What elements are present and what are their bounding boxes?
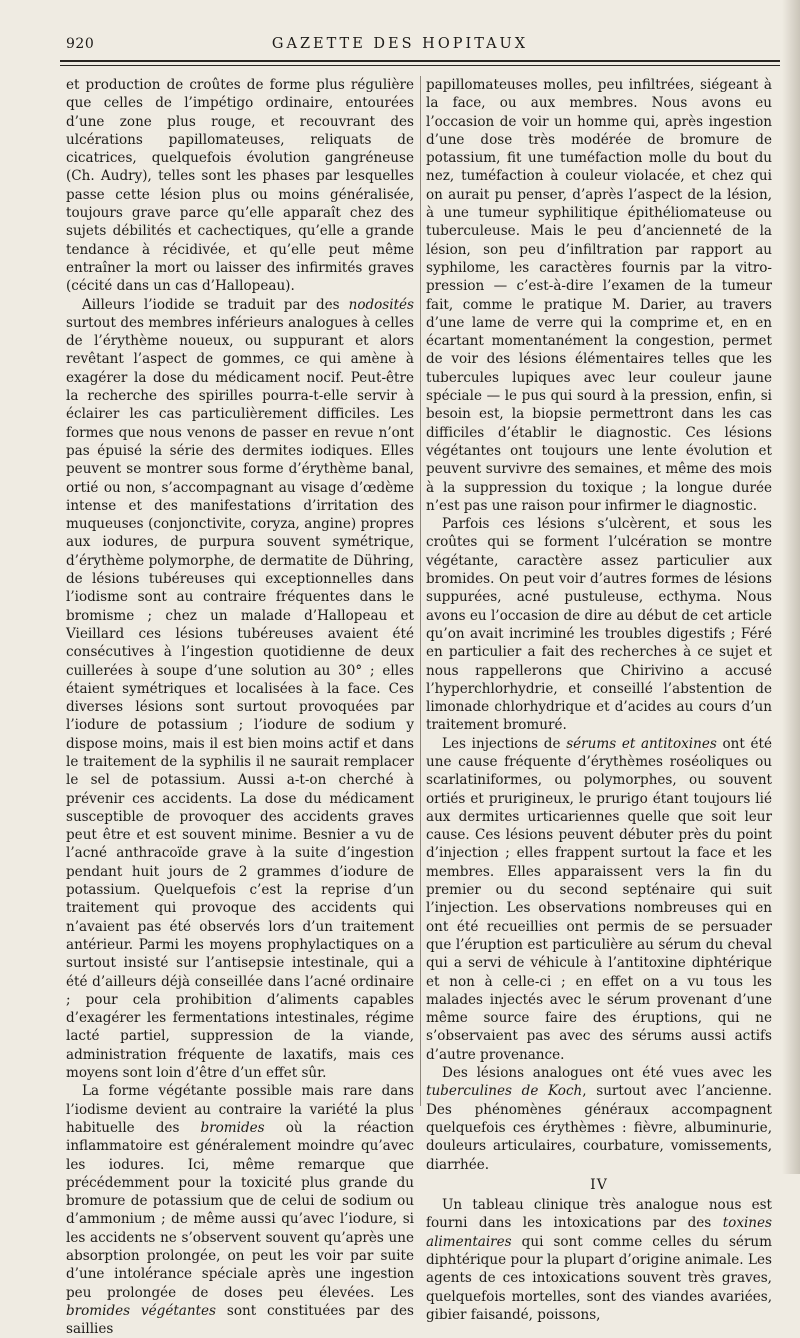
right-paragraph-4 <box>426 1064 772 1174</box>
text-run: Les injections de <box>442 735 567 752</box>
text-run: sont constituées par des saillies <box>66 1302 414 1338</box>
page-number: 920 <box>66 36 95 52</box>
header-rule-top <box>60 60 780 62</box>
italic-term: toxines alimentaires <box>426 1215 772 1250</box>
right-paragraph-5 <box>426 1196 772 1324</box>
text-run: La forme végétante possible mais rare dans l’iodisme devient au contraire la variété la plus habituelle des <box>66 1083 414 1136</box>
left-paragraph-1: et production de croûtes de forme plus régulière que celles de l’impétigo ordinaire, entourées d’une zone plus rouge, et recouvrant des ulcérations papillomateuses, reliquats de cicatrices, quelquefois évolution gangréneuse (Ch. Audry), telles sont les phases par lesquelles passe cette lésion plus ou moins généralisée, toujours grave parce qu’elle apparaît chez des sujets débilités et cachectiques, qu’elle a grande tendance à récidivée, et qu’elle peut même entraîner la mort ou laisser des infirmités graves (cécité dans un cas d’Hallopeau). <box>66 77 414 295</box>
page-edge-shadow <box>782 0 800 1174</box>
header-rule-bottom <box>60 65 780 66</box>
right-paragraph-1: papillomateuses molles, peu infiltrées, siégeant à la face, ou aux membres. Nous avons eu l’occasion de voir un homme qui, après ingestion d’une dose très modérée de bromure de potassium, fit une tuméfaction molle du bout du nez, tuméfaction à couleur violacée, et chez qui on aurait pu penser, d’après l’aspect de la lésion, à une tumeur syphilitique épithéliomateuse ou tuberculeuse. Mais le peu d’ancienneté de la lésion, son peu d’infiltration par rapport au syphilome, les caractères fournis par la vitro-pression — c’est-à-dire l’examen de la tumeur fait, comme le pratique M. Darier, au travers d’une lame de verre qui la comprime et, en en écartant momentanément la congestion, permet de voir des lésions élémentaires telles que les tubercules lupiques avec leur couleur jaune spéciale — le pus qui sourd à la pression, enfin, si besoin est, la biopsie permettront dans les cas difficiles d’établir le diagnostic. Ces lésions végétantes ont toujours une lente évolution et peuvent survivre des semaines, et même des mois à la suppression du toxique ; la longue durée n’est pas une raison pour infirmer le diagnostic. <box>426 77 772 514</box>
italic-term: tuberculines de Koch <box>426 1083 583 1100</box>
column-divider <box>420 76 421 1106</box>
italic-term: nodosités <box>348 296 414 313</box>
left-column <box>66 76 414 1338</box>
italic-term: bromides végétantes <box>66 1302 217 1319</box>
right-paragraph-2: Parfois ces lésions s’ulcèrent, et sous les croûtes qui se forment l’ulcération se montre végétante, caractère assez particulier aux bromides. On peut voir d’autres formes de lésions suppurées, acné pustuleuse, ecthyma. Nous avons eu l’occasion de dire au début de cet article qu’on avait incriminé les troubles digestifs ; Féré en particulier a fait des recherches à ce sujet et nous rappellerons que Chirivino a accusé l’hyperchlorhydrie, et conseillé l’abstention de limonade chlorhydrique et d’acides au cours d’un traitement bromuré. <box>426 516 772 734</box>
right-column <box>426 76 772 1324</box>
text-run: Des lésions analogues ont été vues avec les <box>442 1065 772 1082</box>
right-paragraph-3 <box>426 735 772 1064</box>
text-run: Ailleurs l’iodide se traduit par des <box>82 296 349 313</box>
left-paragraph-2 <box>66 296 414 1083</box>
text-run: ont été une cause fréquente d’érythèmes roséoliques ou scarlatiniformes, ou polymorphes, ou souvent ortiés et prurigineux, le prurigo étant toujours lié aux dermites urticariennes quelle que soit leur cause. Ces lésions peuvent débuter près du point d’injection ; elles frappent surtout la face et les membres. Elles apparaissent vers la fin du premier ou du second septénaire qui suit l’injection. Les observations nombreuses qui en ont été recueillies ont permis de se persuader que l’éruption est particulière au sérum du cheval qui a servi de véhicule à l’antitoxine diphtérique et non à celle-ci ; en effet on a vu tous les malades injectés avec le sérum provenant d’une même source faire des éruptions, qui ne s’observaient pas avec des sérums aussi actifs d’autre provenance. <box>426 735 772 1063</box>
left-paragraph-3 <box>66 1082 414 1338</box>
text-run: qui sont comme celles du sérum diphtérique pour la plupart d’origine animale. Les agents de ces intoxications souvent très graves, quelquefois mortelles, sont des viandes avariées, gibier faisandé, poissons, <box>426 1233 772 1323</box>
italic-term: sérums et antitoxines <box>566 735 717 752</box>
italic-term: bromides <box>200 1119 265 1136</box>
text-run: où la réaction inflammatoire est généralement moindre qu’avec les iodures. Ici, même remarque que précédemment pour la toxicité plus grande du bromure de potassium que de celui de sodium ou d’ammonium ; de même aussi qu’avec l’iodure, si les accidents ne s’observent souvent qu’après une absorption prolongée, on peut les voir par suite d’une intolérance spéciale après une ingestion peu prolongée de doses peu élevées. Les <box>66 1119 414 1301</box>
text-run: , surtout avec l’ancienne. Des phénomènes généraux accompagnent quelquefois ces érythèmes : fièvre, albuminurie, douleurs articulaires, courbature, vomissements, diarrhée. <box>426 1083 772 1173</box>
text-run: Un tableau clinique très analogue nous est fourni dans les intoxications par des <box>426 1197 772 1232</box>
running-title: GAZETTE DES HOPITAUX <box>271 36 529 52</box>
text-run: surtout des membres inférieurs analogues à celles de l’érythème noueux, ou suppurant et alors revêtant l’aspect de gommes, ce qui amène à exagérer la dose du médicament nocif. Peut-être la recherche des spirilles pourra-t-elle servir à éclairer les cas particulièrement difficiles. Les formes que nous venons de passer en revue n’ont pas épuisé la série des dermites iodiques. Elles peuvent se montrer sous forme d’érythème banal, ortié ou non, s’accompagnant au visage d’œdème intense et des manifestations d’irritation des muqueuses (conjonctivite, coryza, angine) propres aux iodures, de purpura souvent symétrique, d’érythème polymorphe, de dermatite de Dühring, de lésions tubéreuses qui exceptionnelles dans l’iodisme sont au contraire fréquentes dans le bromisme ; chez un malade d’Hallopeau et Vieillard ces lésions tubéreuses avaient été consécutives à l’ingestion quotidienne de deux cuillerées à soupe d’une solution au 30° ; elles étaient symétriques et localisées à la face. Ces diverses lésions sont surtout provoquées par l’iodure de potassium ; l’iodure de sodium y dispose moins, mais il est bien moins actif et dans le traitement de la syphilis il ne saurait remplacer le sel de potassium. Aussi a-t-on cherché à prévenir ces accidents. La dose du médicament susceptible de provoquer des accidents graves peut être et est souvent minime. Besnier a vu de l’acné anthracoïde grave à la suite d’ingestion pendant huit jours de 2 grammes d’iodure de potassium. Quelquefois c’est la reprise d’un traitement qui provoque des accidents qui n’avaient pas été observés lors d’un traitement antérieur. Parmi les moyens prophylactiques on a surtout insisté sur l’antisepsie intestinale, qui a été d’ailleurs déjà conseillée dans l’acné ordinaire ; pour cela prohibition d’aliments capables d’exagérer les fermentations intestinales, régime lacté partiel, suppression de la viande, administration fréquente de laxatifs, mais ces moyens sont loin d’être d’un effet sûr. <box>66 314 414 1082</box>
section-heading: IV <box>590 1176 608 1193</box>
